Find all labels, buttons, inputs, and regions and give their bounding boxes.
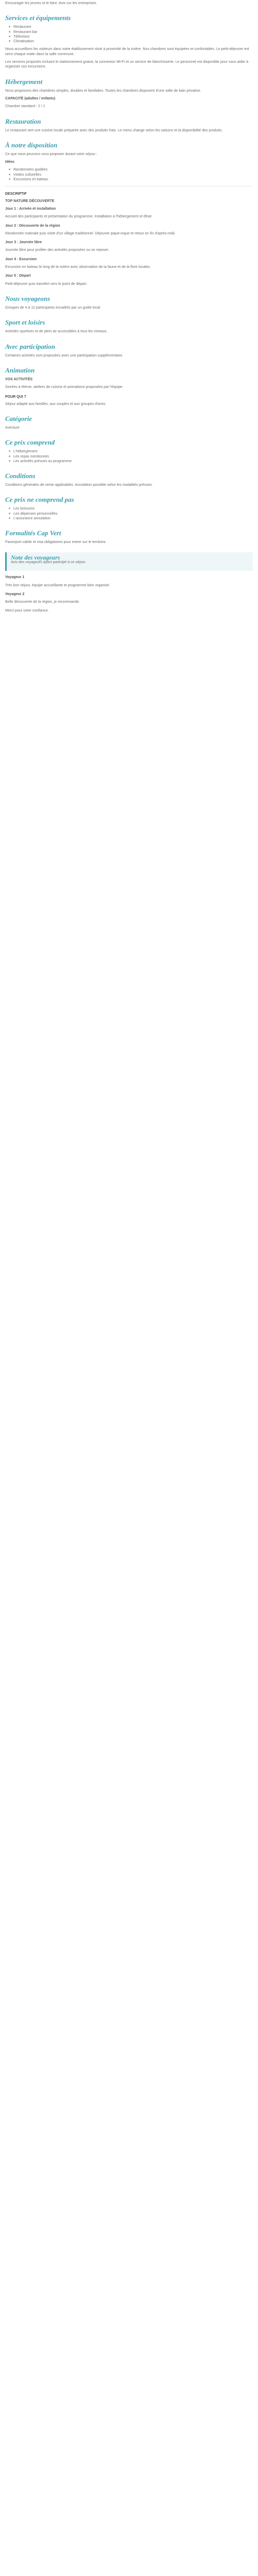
disposition-item: ■ Visites culturelles	[13, 173, 253, 177]
capacity-label: CAPACITÉ (adultes / enfants)	[5, 96, 56, 100]
sport-title: Sport et loisirs	[5, 318, 45, 327]
hebergement-title: Hébergement	[5, 77, 43, 86]
review	[5, 575, 253, 588]
restauration-title: Restauration	[5, 117, 41, 125]
capacity-value: Chambre standard : 2 / 1	[5, 105, 45, 109]
disposition-item: ■ Excursions en bateau	[13, 177, 253, 182]
review-text: Belle découverte de la région, je recommande.	[5, 600, 80, 604]
services-title: Services et équipements	[5, 14, 71, 22]
day-text: Accueil des participants et présentation du programme. Installation à l'hébergement et dîner.	[5, 215, 153, 219]
animation-text: Soirées à thème, ateliers de cuisine et animations proposées par l'équipe.	[5, 385, 123, 389]
voyageons-title: Nous voyageons	[5, 294, 51, 302]
conditions-text: Conditions générales de vente applicables. Annulation possible selon les modalités prévues.	[5, 483, 153, 487]
service-item: ■ Restaurant bar	[13, 30, 253, 35]
disposition-list	[5, 167, 253, 182]
day-block	[5, 240, 253, 253]
prix-item: ■ Les repas mentionnés	[13, 454, 253, 459]
ne-comprend-item: ■ Les boissons	[13, 506, 253, 511]
voyageons-text: Groupes de 4 à 12 participants encadrés par un guide local.	[5, 306, 101, 310]
day-title: Jour 2 : Découverte de la région	[5, 224, 60, 228]
review-text: Très bon séjour, équipe accueillante et programme bien organisé.	[5, 583, 110, 587]
day-title: Jour 4 : Excursion	[5, 257, 37, 261]
service-item: ■ Restaurant	[13, 25, 253, 29]
services-list	[5, 25, 253, 44]
disposition-intro: Ce que nous pouvons vous proposer durant votre séjour :	[5, 152, 98, 156]
review-author: Voyageur 2	[5, 592, 25, 596]
prix-item: ■ L'hébergement	[13, 449, 253, 454]
notes-summary: Avis des voyageurs ayant participé à ce séjour.	[11, 560, 86, 564]
footer-text: Merci pour votre confiance.	[5, 609, 49, 613]
day-block	[5, 207, 253, 219]
day-text: Journée libre pour profiter des activités proposées ou se reposer.	[5, 248, 109, 252]
day-title: Jour 3 : Journée libre	[5, 241, 42, 245]
day-text: Petit-déjeuner puis transfert vers le point de départ.	[5, 282, 88, 286]
descriptif-label: DESCRIPTIF	[5, 192, 27, 196]
service-item: ■ Climatisation	[13, 39, 253, 44]
day-text: Excursion en bateau le long de la rivière avec observation de la faune et de la flore locales.	[5, 265, 151, 269]
restauration-text: Le restaurant sert une cuisine locale préparée avec des produits frais. Le menu change selon les saisons et la disponibilité des produits.	[5, 128, 223, 132]
disposition-item: ■ Randonnées guidées	[13, 167, 253, 172]
divider	[5, 186, 253, 187]
day-text: Randonnée matinale puis visite d'un village traditionnel. Déjeuner pique-nique et retour en fin d'après-midi.	[5, 231, 175, 235]
pour-qui-label: POUR QUI ?	[5, 395, 26, 399]
service-item: ■ Télévision	[13, 35, 253, 39]
intro-text: Encourager les jeunes et le faire. Avis sur les entreprises.	[5, 2, 98, 5]
disposition-title: À notre disposition	[5, 141, 58, 149]
categorie-value: Aventure	[5, 426, 20, 430]
sport-text: Activités sportives et de plein air accessibles à tous les niveaux.	[5, 330, 108, 334]
day-block	[5, 274, 253, 286]
animation-title: Animation	[5, 366, 35, 374]
notes-box	[5, 552, 253, 571]
formalites-title: Formalités Cap Vert	[5, 529, 61, 537]
day-block	[5, 257, 253, 270]
participation-text: Certaines activités sont proposées avec une participation supplémentaire.	[5, 353, 123, 358]
day-title: Jour 1 : Arrivée et installation	[5, 207, 56, 211]
ne-comprend-item: ■ L'assurance annulation	[13, 516, 253, 521]
ne-comprend-list	[5, 506, 253, 521]
descriptif-sub: TOP NATURE DÉCOUVERTE	[5, 199, 55, 203]
animation-label: VOS ACTIVITÉS	[5, 377, 33, 381]
prix-comprend-list	[5, 449, 253, 464]
ne-comprend-title: Ce prix ne comprend pas	[5, 496, 74, 504]
pour-qui-text: Séjour adapté aux familles, aux couples et aux groupes d'amis.	[5, 402, 106, 406]
categorie-title: Catégorie	[5, 414, 32, 422]
body-paragraph: Nous accueillons les visiteurs dans notre établissement situé à proximité de la rivière. Nos chambres sont équipées et confortables. Le petit-déjeuner est servi chaque matin dans la salle commune.	[5, 47, 249, 56]
body-paragraph: Les services proposés incluent le stationnement gratuit, la connexion Wi-Fi et un service de blanchisserie. Le personnel est disponible pour vous aider à organiser vos excursions.	[5, 60, 249, 69]
participation-title: Avec participation	[5, 342, 55, 350]
prix-item: ■ Les activités prévues au programme	[13, 459, 253, 464]
review-author: Voyageur 1	[5, 575, 25, 580]
conditions-title: Conditions	[5, 472, 36, 480]
hebergement-text: Nous proposons des chambres simples, doubles et familiales. Toutes les chambres disposent d'une salle de bain privative.	[5, 89, 201, 93]
prix-comprend-title: Ce prix comprend	[5, 438, 55, 447]
ne-comprend-item: ■ Les dépenses personnelles	[13, 512, 253, 516]
formalites-text: Passeport valide et visa obligatoires pour entrer sur le territoire.	[5, 540, 107, 545]
disposition-label: Idées	[5, 160, 14, 164]
page	[0, 0, 258, 619]
review	[5, 592, 253, 605]
notes-title: Note des voyageurs	[11, 553, 60, 561]
day-title: Jour 5 : Départ	[5, 274, 31, 278]
day-block	[5, 224, 253, 236]
